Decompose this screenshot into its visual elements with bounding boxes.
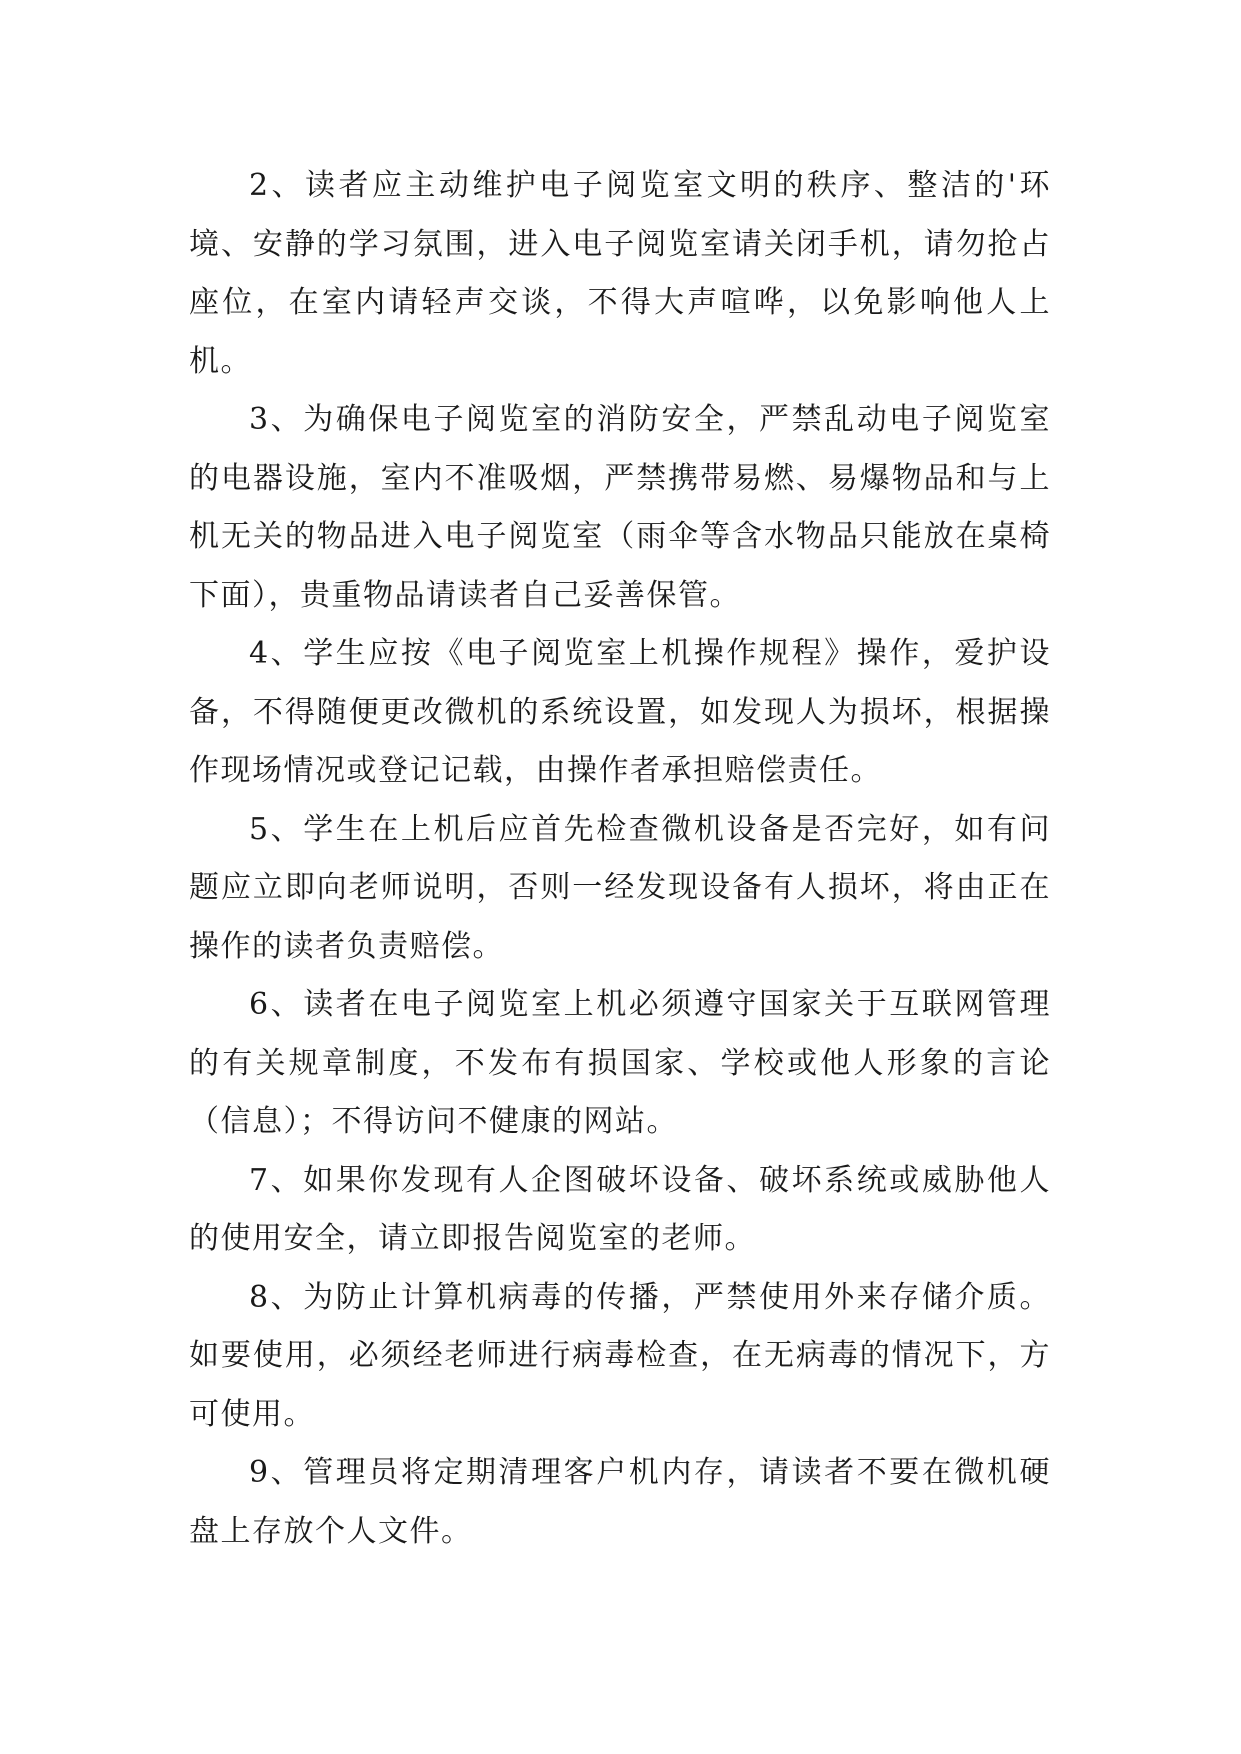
rule-paragraph-3: 3、为确保电子阅览室的消防安全，严禁乱动电子阅览室的电器设施，室内不准吸烟，严禁携带易燃、易爆物品和与上机无关的物品进入电子阅览室（雨伞等含水物品只能放在桌椅下面），贵重物品请读者自己妥善保管。 — [189, 402, 1051, 613]
rule-paragraph-6: 6、读者在电子阅览室上机必须遵守国家关于互联网管理的有关规章制度，不发布有损国家、学校或他人形象的言论（信息）；不得访问不健康的网站。 — [189, 987, 1051, 1139]
document-body — [189, 157, 1051, 1561]
rule-paragraph-2: 2、读者应主动维护电子阅览室文明的秩序、整洁的'环境、安静的学习氛围，进入电子阅览室请关闭手机，请勿抢占座位，在室内请轻声交谈，不得大声喧哗，以免影响他人上机。 — [189, 168, 1051, 379]
rule-paragraph-8: 8、为防止计算机病毒的传播，严禁使用外来存储介质。如要使用，必须经老师进行病毒检查，在无病毒的情况下，方可使用。 — [189, 1279, 1051, 1432]
rule-paragraph-9: 9、管理员将定期清理客户机内存，请读者不要在微机硬盘上存放个人文件。 — [189, 1455, 1051, 1549]
rule-paragraph-5: 5、学生在上机后应首先检查微机设备是否完好，如有问题应立即向老师说明，否则一经发现设备有人损坏，将由正在操作的读者负责赔偿。 — [189, 811, 1051, 964]
rule-paragraph-4: 4、学生应按《电子阅览室上机操作规程》操作，爱护设备，不得随便更改微机的系统设置，如发现人为损坏，根据操作现场情况或登记记载，由操作者承担赔偿责任。 — [189, 636, 1051, 788]
rule-paragraph-7: 7、如果你发现有人企图破坏设备、破坏系统或威胁他人的使用安全，请立即报告阅览室的老师。 — [189, 1162, 1051, 1256]
